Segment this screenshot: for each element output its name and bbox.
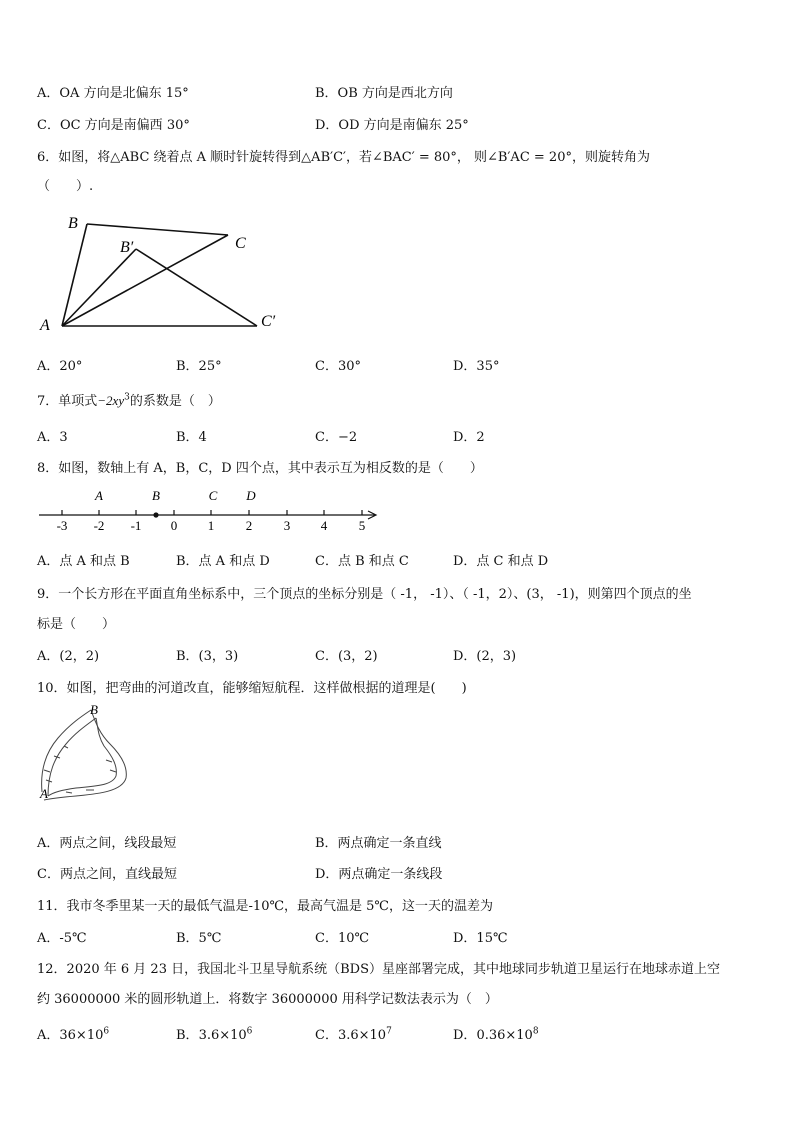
q12-question-cont: 约 36000000 米的圆形轨道上．将数字 36000000 用科学记数法表示为（ ） — [37, 992, 498, 1007]
q6-option-c: C．30° — [315, 359, 361, 374]
q7-option-d: D．2 — [453, 430, 485, 445]
q6-edge-bc-prime — [136, 249, 257, 326]
q10-river-figure — [36, 700, 132, 804]
q5-option-a: A．OA 方向是北偏东 15° — [37, 86, 189, 101]
q6-label-c-prime: C′ — [261, 313, 276, 330]
q10-question: 10．如图，把弯曲的河道改直，能够缩短航程．这样做根据的道理是( ) — [37, 681, 467, 696]
q8-option-d: D．点 C 和点 D — [453, 554, 549, 569]
q10-option-a: A．两点之间，线段最短 — [37, 836, 177, 851]
q12-option-exponent: 8 — [532, 1026, 539, 1037]
q8-tick-label: 3 — [283, 518, 291, 533]
q9-option-c: C．(3，2) — [315, 649, 378, 664]
q11-option-a: A．-5℃ — [37, 931, 87, 946]
q10-option-b: B．两点确定一条直线 — [315, 836, 442, 851]
q10-riverbank — [48, 718, 96, 796]
q12-option-letter: B． — [176, 1028, 199, 1043]
q8-question: 8．如图，数轴上有 A，B，C，D 四个点，其中表示互为相反数的是（ ） — [37, 461, 483, 476]
q6-option-b: B．25° — [176, 359, 222, 374]
q6-option-a: A．20° — [37, 359, 83, 374]
q12-option-base: 36×10 — [59, 1028, 104, 1043]
q5-option-b: B．OB 方向是西北方向 — [315, 86, 453, 101]
q8-tick-label: 4 — [320, 518, 328, 533]
q12-option-base: 3.6×10 — [198, 1028, 247, 1043]
q12-question: 12．2020 年 6 月 23 日，我国北斗卫星导航系统（BDS）星座部署完成，其中地球同步轨道卫星运行在地球赤道上空 — [37, 962, 720, 977]
q12-option-exponent: 6 — [103, 1026, 110, 1037]
q11-question: 11．我市冬季里某一天的最低气温是-10℃，最高气温是 5℃，这一天的温差为 — [37, 899, 493, 914]
q8-tick-label: -1 — [130, 518, 142, 533]
q5-option-c: C．OC 方向是南偏西 30° — [37, 118, 190, 133]
q6-label-a: A — [40, 317, 50, 334]
q7-option-c: C．−2 — [315, 430, 358, 445]
q10-option-c: C．两点之间，直线最短 — [37, 867, 177, 882]
q8-option-c: C．点 B 和点 C — [315, 554, 409, 569]
q12-option-letter: D． — [453, 1028, 477, 1043]
q8-point-a-label: A — [95, 488, 103, 503]
q12-option-base: 0.36×10 — [476, 1028, 533, 1043]
q8-tick-label: 5 — [358, 518, 366, 533]
q8-tick-label: -3 — [56, 518, 68, 533]
q6-label-b-prime: B′ — [120, 239, 134, 256]
q12-option-exponent: 7 — [386, 1026, 392, 1037]
q7-text-post: 的系数是（ ） — [129, 394, 221, 409]
q8-number-line — [35, 484, 385, 536]
q11-option-d: D．15℃ — [453, 931, 508, 946]
q10-water-ripples — [44, 746, 68, 782]
q10-label-b: B — [90, 702, 98, 717]
q8-point-b-dot — [153, 512, 158, 517]
q10-option-d: D．两点确定一条线段 — [315, 867, 443, 882]
q12-option-letter: C． — [315, 1028, 338, 1043]
q12-option-d — [453, 1024, 539, 1043]
q6-edge-ca — [62, 235, 228, 326]
q12-option-a — [37, 1024, 109, 1043]
q7-exponent: 3 — [124, 392, 130, 403]
q8-point-c-label: C — [208, 488, 218, 503]
q8-tick-label: 1 — [207, 518, 215, 533]
q8-tick-label: 2 — [245, 518, 253, 533]
q7-question — [37, 390, 221, 409]
q6-edge-ab — [62, 224, 87, 326]
q7-option-b: B．4 — [176, 430, 207, 445]
q12-option-letter: A． — [37, 1028, 60, 1043]
q5-option-d: D．OD 方向是南偏东 25° — [315, 118, 469, 133]
q10-label-a: A — [40, 786, 48, 801]
q12-option-b — [176, 1024, 252, 1043]
q12-option-base: 3.6×10 — [337, 1028, 387, 1043]
q8-option-a: A．点 A 和点 B — [37, 554, 130, 569]
q9-question: 9．一个长方形在平面直角坐标系中，三个顶点的坐标分别是（ -1， -1）、（ -1，2）、(3， -1)，则第四个顶点的坐 — [37, 587, 692, 602]
q6-question: 6．如图，将△ABC 绕着点 A 顺时针旋转得到△AB′C′，若∠BAC′ = 80°， 则∠B′AC = 20°，则旋转角为 — [37, 150, 650, 165]
q10-riverbank — [44, 710, 126, 800]
q11-option-c: C．10℃ — [315, 931, 370, 946]
q6-edge-bc — [87, 224, 228, 235]
q8-point-d-label: D — [246, 488, 256, 503]
q6-edge-ab-prime — [62, 249, 136, 326]
q6-option-d: D．35° — [453, 359, 500, 374]
q7-expression: −2xy — [97, 393, 125, 408]
q6-triangle-figure — [35, 206, 295, 336]
q7-text-pre: 7．单项式 — [37, 394, 98, 409]
q8-tick-label: 0 — [170, 518, 178, 533]
q9-option-b: B．(3，3) — [176, 649, 239, 664]
q6-question-blank: （ ）. — [37, 179, 94, 194]
q9-option-d: D．(2，3) — [453, 649, 517, 664]
q12-option-c — [315, 1024, 392, 1043]
q8-option-b: B．点 A 和点 D — [176, 554, 270, 569]
q11-option-b: B．5℃ — [176, 931, 222, 946]
q7-option-a: A．3 — [37, 430, 68, 445]
q9-option-a: A．(2，2) — [37, 649, 100, 664]
q8-tick-label: -2 — [93, 518, 105, 533]
q12-option-exponent: 6 — [246, 1026, 253, 1037]
q6-label-b: B — [68, 215, 78, 232]
q6-label-c: C — [235, 235, 246, 252]
q9-question-cont: 标是（ ） — [37, 617, 116, 632]
q8-point-b-label: B — [152, 488, 160, 503]
